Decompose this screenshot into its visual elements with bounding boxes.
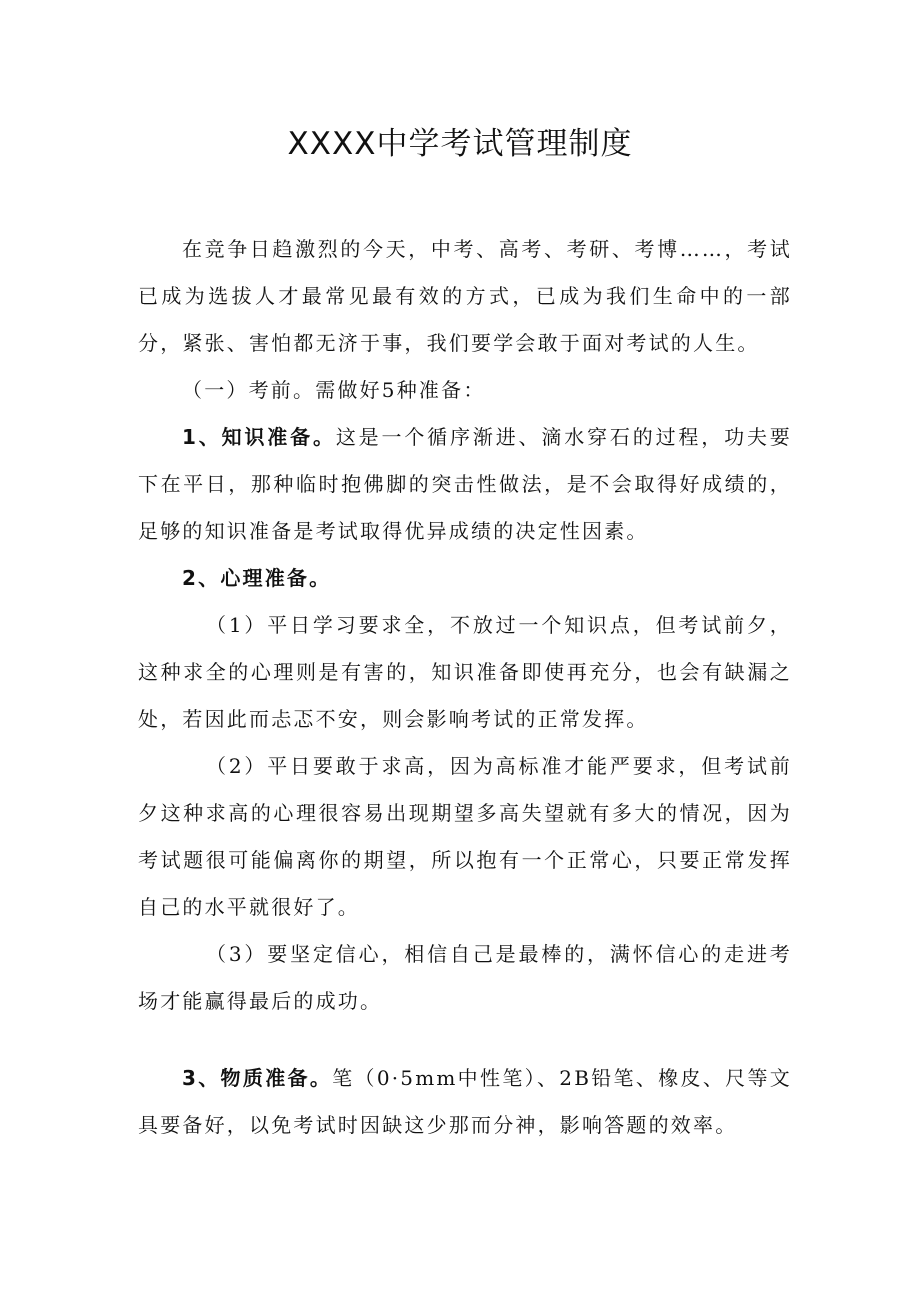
intro-paragraph: 在竞争日趋激烈的今天，中考、高考、考研、考博……，考试已成为选拔人才最常见最有效的方式，已成为我们生命中的一部分，紧张、害怕都无济于事，我们要学会敢于面对考试的人生。 bbox=[138, 237, 792, 355]
item2-sub1-paragraph: （1）平日学习要求全，不放过一个知识点，但考试前夕，这种求全的心理则是有害的，知识准备即使再充分，也会有缺漏之处，若因此而忐忑不安，则会影响考试的正常发挥。 bbox=[138, 613, 792, 731]
item2-heading: 2、心理准备。 bbox=[182, 566, 332, 590]
item1-text: 这是一个循序渐进、滴水穿石的过程，功夫要下在平日，那种临时抱佛脚的突击性做法，是不会取得好成绩的，足够的知识准备是考试取得优异成绩的决定性因素。 bbox=[138, 425, 792, 543]
document-title: XXXX中学考试管理制度 bbox=[287, 126, 633, 162]
item1-heading: 1、知识准备。 bbox=[182, 425, 336, 449]
item2-paragraph bbox=[138, 555, 792, 602]
item3-paragraph bbox=[138, 1055, 792, 1149]
item3-text: 笔（0·5mm中性笔）、2B铅笔、橡皮、尺等文具要备好，以免考试时因缺这少那而分神，影响答题的效率。 bbox=[138, 1066, 792, 1137]
item1-paragraph bbox=[138, 414, 792, 555]
item2-sub2-paragraph: （2）平日要敢于求高，因为高标准才能严要求，但考试前夕这种求高的心理很容易出现期望多高失望就有多大的情况，因为考试题很可能偏离你的期望，所以抱有一个正常心，只要正常发挥自己的水平就很好了。 bbox=[138, 754, 792, 919]
item2-sub3-paragraph: （3）要坚定信心，相信自己是最棒的，满怀信心的走进考场才能赢得最后的成功。 bbox=[138, 942, 792, 1013]
item3-heading: 3、物质准备。 bbox=[182, 1066, 333, 1090]
section-one-heading: （一）考前。需做好5种准备： bbox=[182, 378, 486, 402]
